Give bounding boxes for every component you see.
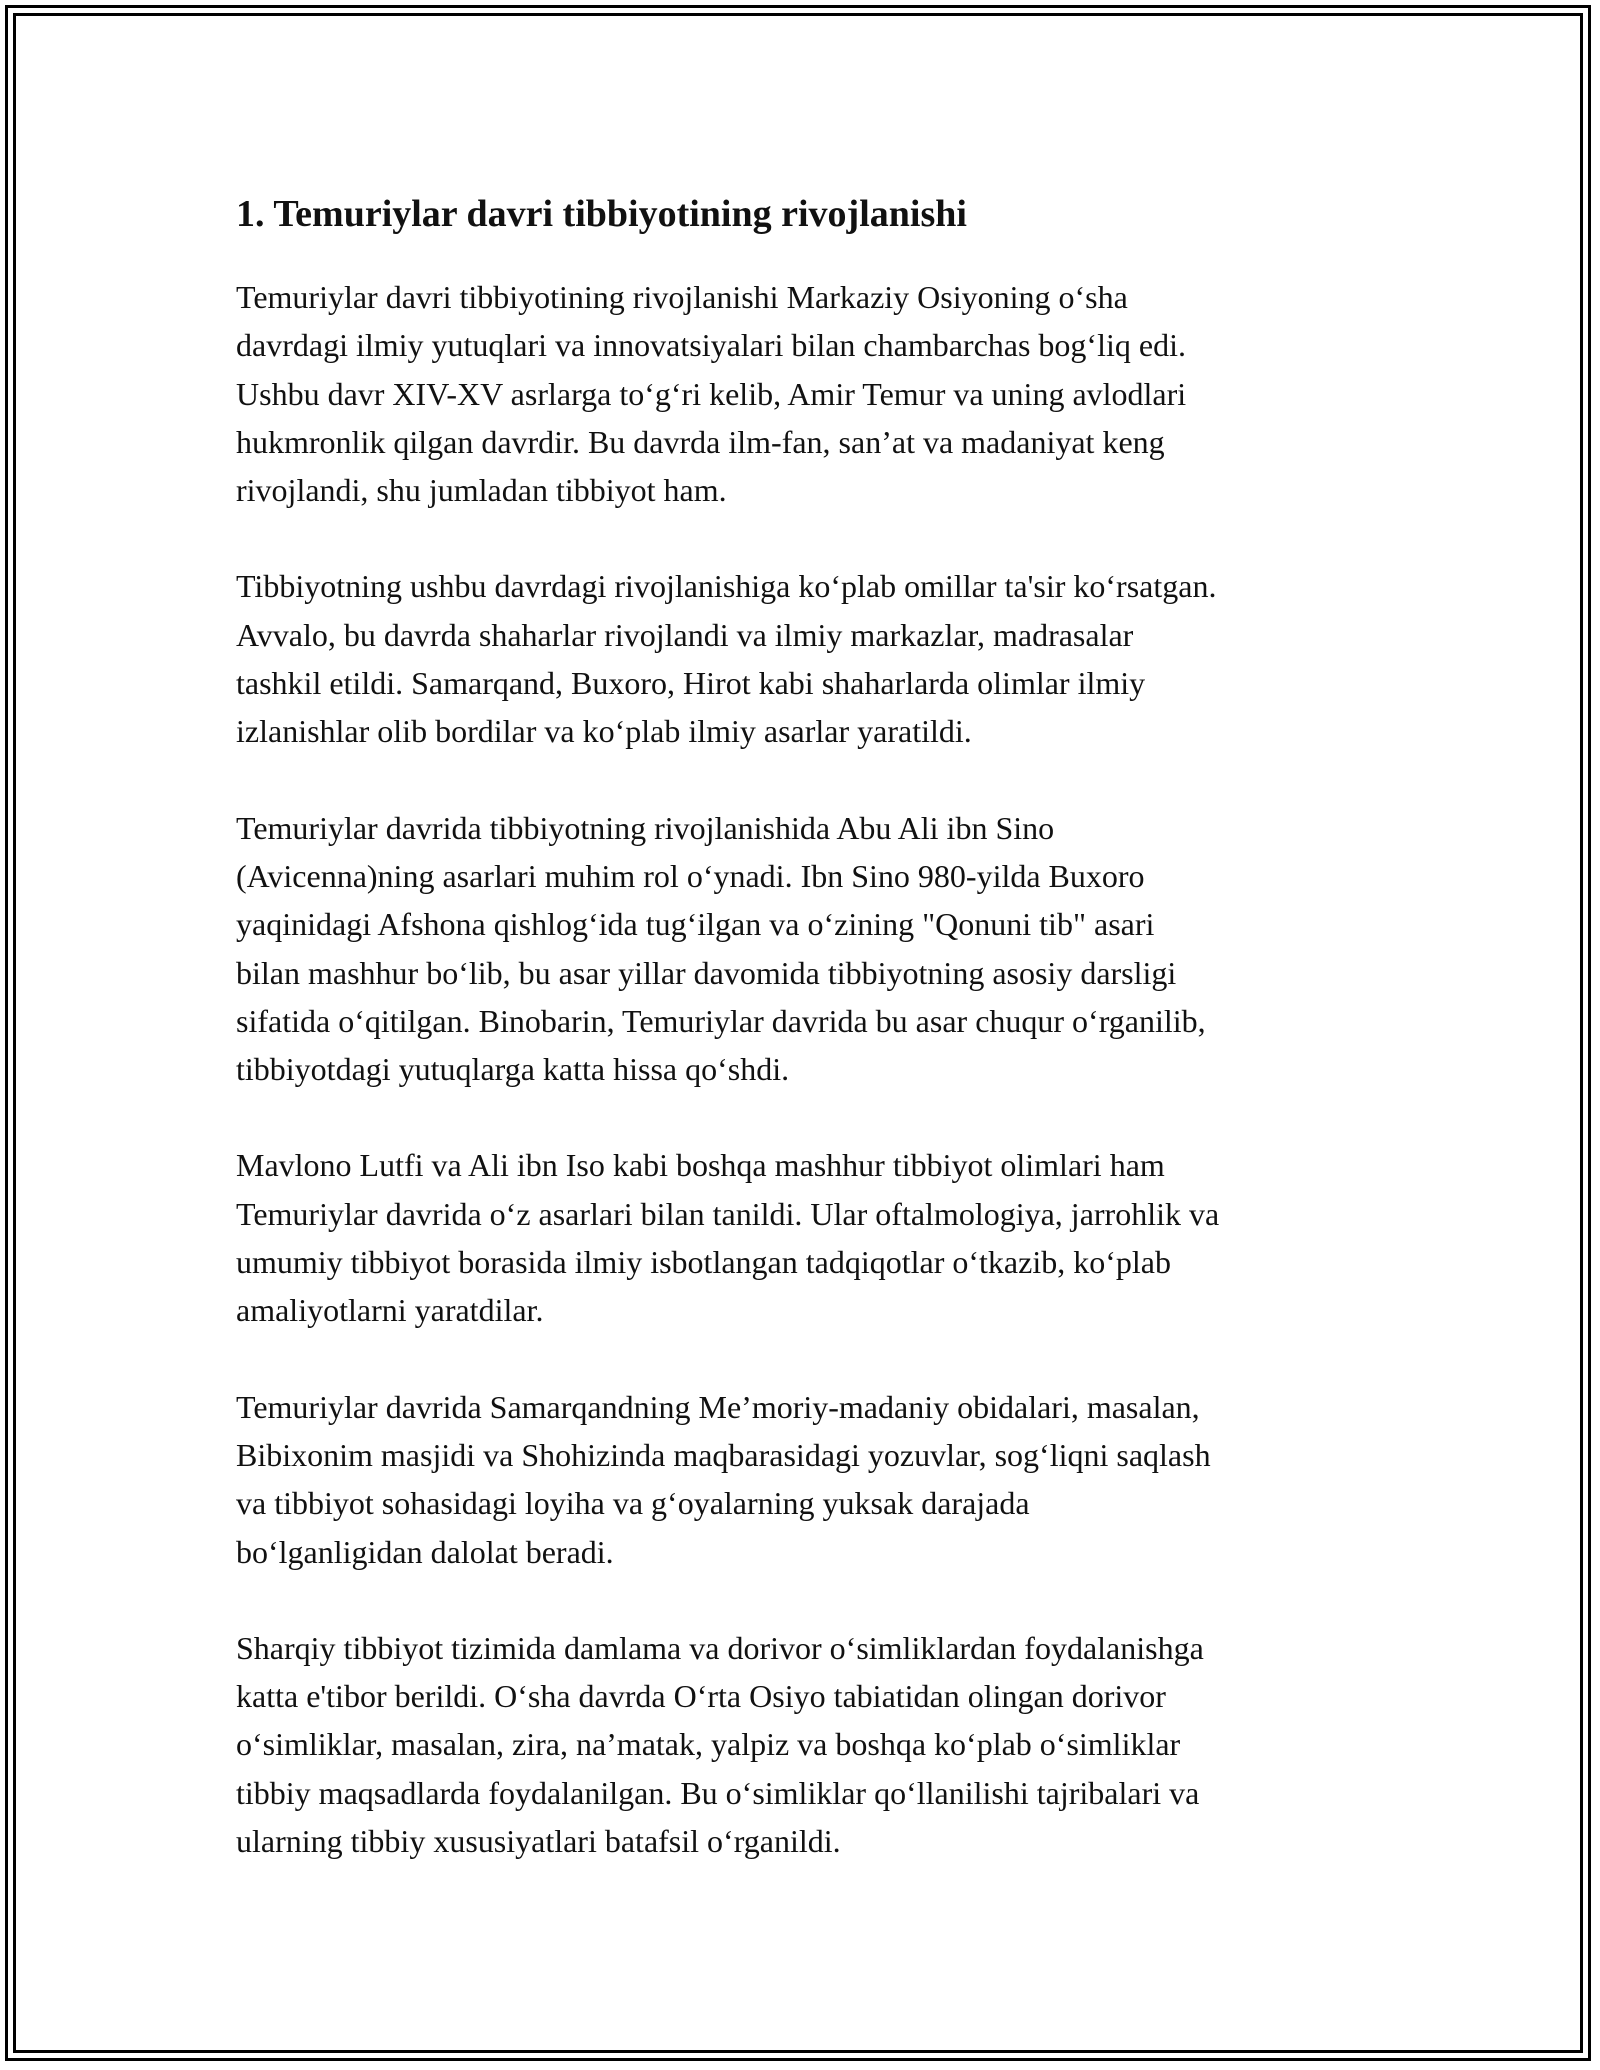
paragraph-line: Sharqiy tibbiyot tizimida damlama va dorivor o‘simliklardan foydalanishga: [236, 1629, 1204, 1666]
paragraph-line: amaliyotlarni yaratdilar.: [236, 1292, 544, 1329]
paragraph-list: [236, 273, 1376, 1865]
paragraph-line: tibbiyotdagi yutuqlarga katta hissa qo‘shdi.: [236, 1051, 790, 1088]
paragraph-line: umumiy tibbiyot borasida ilmiy isbotlangan tadqiqotlar o‘tkazib, ko‘plab: [236, 1244, 1171, 1281]
paragraph-line: izlanishlar olib bordilar va ko‘plab ilmiy asarlar yaratildi.: [236, 713, 972, 750]
paragraph-line: tibbiy maqsadlarda foydalanilgan. Bu o‘simliklar qo‘llanilishi tajribalari va: [236, 1774, 1200, 1811]
paragraph-line: o‘simliklar, masalan, zira, na’matak, yalpiz va boshqa ko‘plab o‘simliklar: [236, 1726, 1181, 1763]
paragraph-line: ularning tibbiy xususiyatlari batafsil o‘rganildi.: [236, 1823, 841, 1860]
paragraph: [236, 1624, 1376, 1865]
paragraph: [236, 562, 1376, 755]
paragraph-line: (Avicenna)ning asarlari muhim rol o‘ynadi. Ibn Sino 980-yilda Buxoro: [236, 857, 1145, 894]
paragraph-line: tashkil etildi. Samarqand, Buxoro, Hirot kabi shaharlarda olimlar ilmiy: [236, 665, 1146, 702]
paragraph-line: Avvalo, bu davrda shaharlar rivojlandi va ilmiy markazlar, madrasalar: [236, 616, 1134, 653]
paragraph-line: Temuriylar davrida o‘z asarlari bilan tanildi. Ular oftalmologiya, jarrohlik va: [236, 1195, 1220, 1232]
paragraph-line: katta e'tibor berildi. O‘sha davrda O‘rta Osiyo tabiatidan olingan dorivor: [236, 1678, 1166, 1715]
section-heading: 1. Temuriylar davri tibbiyotining rivojlanishi: [236, 193, 967, 235]
paragraph: [236, 273, 1376, 514]
paragraph-line: Bibixonim masjidi va Shohizinda maqbarasidagi yozuvlar, sog‘liqni saqlash: [236, 1436, 1211, 1473]
document-body: [236, 188, 1376, 1913]
paragraph: [236, 804, 1376, 1094]
paragraph-line: davrdagi ilmiy yutuqlari va innovatsiyalari bilan chambarchas bog‘liq edi.: [236, 327, 1186, 364]
paragraph-line: Tibbiyotning ushbu davrdagi rivojlanishiga ko‘plab omillar ta'sir ko‘rsatgan.: [236, 568, 1217, 605]
paragraph-line: bilan mashhur bo‘lib, bu asar yillar davomida tibbiyotning asosiy darsligi: [236, 954, 1177, 991]
paragraph: [236, 1141, 1376, 1334]
paragraph-line: va tibbiyot sohasidagi loyiha va g‘oyalarning yuksak darajada: [236, 1485, 1030, 1522]
paragraph-line: Ushbu davr XIV-XV asrlarga to‘g‘ri kelib, Amir Temur va uning avlodlari: [236, 375, 1187, 412]
paragraph-line: Temuriylar davrida Samarqandning Me’moriy-madaniy obidalari, masalan,: [236, 1388, 1200, 1425]
paragraph-line: rivojlandi, shu jumladan tibbiyot ham.: [236, 472, 727, 509]
paragraph-line: Temuriylar davrida tibbiyotning rivojlanishida Abu Ali ibn Sino: [236, 809, 1055, 846]
paragraph: [236, 1383, 1376, 1576]
paragraph-line: bo‘lganligidan dalolat beradi.: [236, 1533, 614, 1570]
paragraph-line: Mavlono Lutfi va Ali ibn Iso kabi boshqa mashhur tibbiyot olimlari ham: [236, 1147, 1165, 1184]
paragraph-line: yaqinidagi Afshona qishlog‘ida tug‘ilgan va o‘zining "Qonuni tib" asari: [236, 906, 1155, 943]
paragraph-line: sifatida o‘qitilgan. Binobarin, Temuriylar davrida bu asar chuqur o‘rganilib,: [236, 1002, 1206, 1039]
paragraph-line: hukmronlik qilgan davrdir. Bu davrda ilm-fan, san’at va madaniyat keng: [236, 423, 1165, 460]
paragraph-line: Temuriylar davri tibbiyotining rivojlanishi Markaziy Osiyoning o‘sha: [236, 279, 1128, 315]
